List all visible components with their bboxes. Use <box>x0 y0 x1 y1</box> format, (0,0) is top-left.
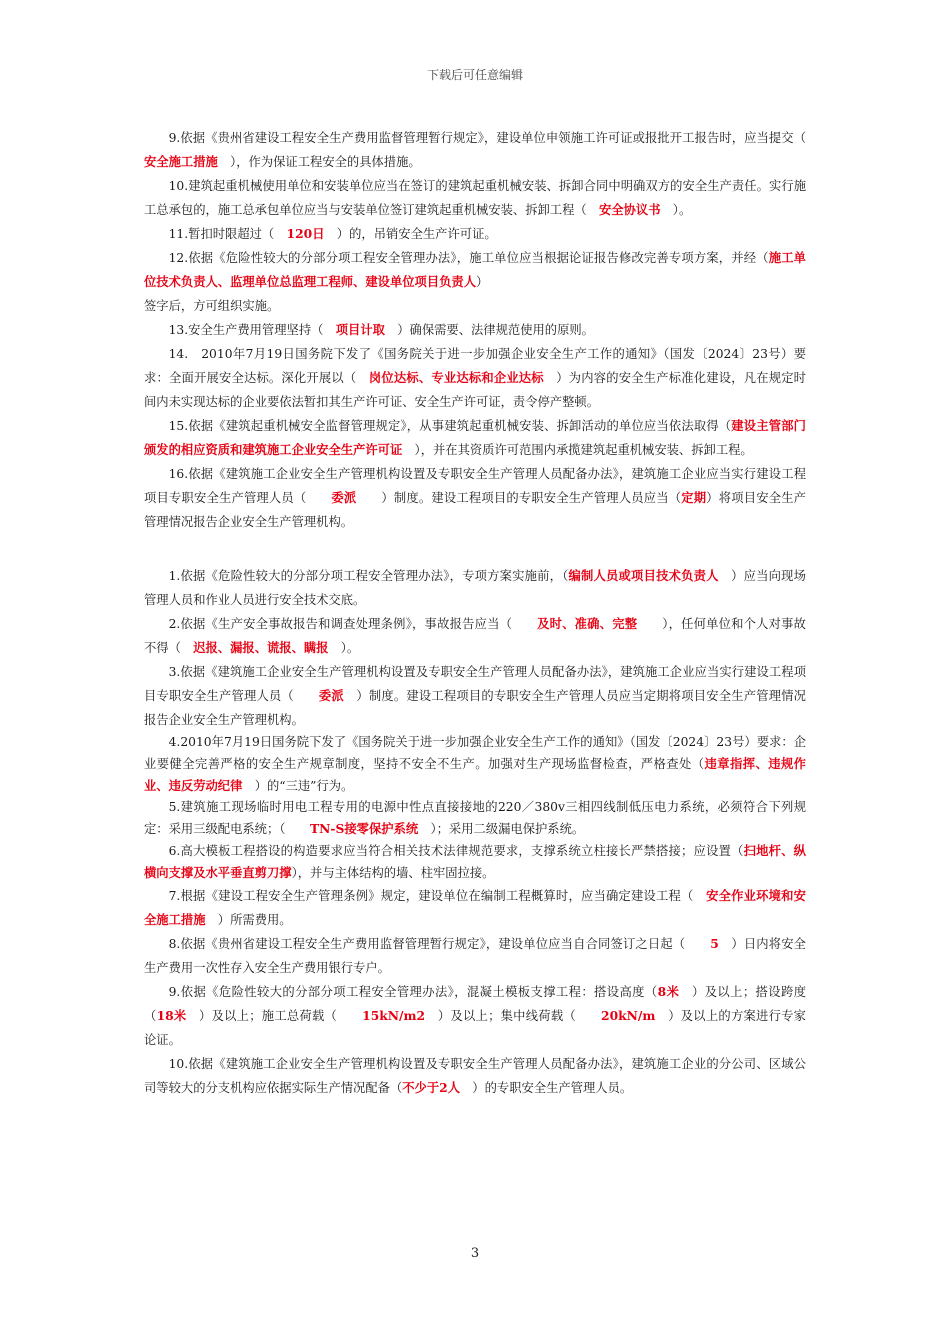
question-text: ） <box>476 275 489 289</box>
answer-text: 不少于2人 <box>402 1080 460 1095</box>
answer-text: 违章指挥、违规作业、违反劳动纪律 <box>144 756 806 793</box>
question-paragraph <box>144 932 806 980</box>
question-text: ）的，吊销安全生产许可证。 <box>324 227 497 241</box>
question-paragraph <box>144 732 806 797</box>
question-paragraph <box>144 797 806 840</box>
question-paragraph <box>144 246 806 294</box>
answer-text: 扫地杆、纵横向支撑及水平垂直剪刀撑 <box>144 843 806 880</box>
question-text: ）制度。建设工程项目的专职安全生产管理人员应当（ <box>356 491 682 505</box>
question-text: 9.依据《危险性较大的分部分项工程安全管理办法》，混凝土模板支撑工程：搭设高度（ <box>168 985 658 999</box>
answer-text: 安全施工措施 <box>144 154 218 169</box>
question-paragraph <box>144 1052 806 1100</box>
question-text: 13.安全生产费用管理坚持（ <box>168 323 336 337</box>
question-text: ），任何单位和个人对事故不得（ <box>144 617 806 655</box>
question-text: ）及以上的方案进行专家论证。 <box>144 1009 806 1047</box>
page-number: 3 <box>470 1246 480 1261</box>
answer-text: 及时、准确、完整 <box>537 616 638 631</box>
question-paragraph <box>144 318 806 342</box>
question-paragraph <box>144 414 806 462</box>
question-text: ）的专职安全生产管理人员。 <box>460 1081 633 1095</box>
answer-text: 定期 <box>681 490 707 505</box>
question-text: ）。 <box>328 641 360 655</box>
answer-text: 建设主管部门颁发的相应资质和建筑施工企业安全生产许可证 <box>144 418 806 457</box>
answer-text: 编制人员或项目技术负责人 <box>568 568 719 583</box>
question-text: ）及以上；搭设跨度（ <box>144 985 806 1023</box>
answer-text: TN-S接零保护系统 <box>310 821 419 836</box>
question-text: ）应当向现场管理人员和作业人员进行安全技术交底。 <box>144 569 806 607</box>
question-text: 10.依据《建筑施工企业安全生产管理机构设置及专职安全生产管理人员配备办法》，建筑施工企业的分公司、区域公司等较大的分支机构应依据实际生产情况配备（ <box>144 1057 806 1095</box>
question-text: ）为内容的安全生产标准化建设，凡在规定时间内未实现达标的企业要依法暂扣其生产许可证、安全生产许可证，责令停产整顿。 <box>144 371 806 409</box>
answer-text: 8米 <box>657 984 680 999</box>
question-text: ），作为保证工程安全的具体措施。 <box>217 155 421 169</box>
document-body <box>144 126 819 1100</box>
question-text: 签字后，方可组织实施。 <box>144 299 280 313</box>
answer-text: 18米 <box>156 1008 187 1023</box>
question-text: 1.依据《危险性较大的分部分项工程安全管理办法》，专项方案实施前，（ <box>168 569 569 583</box>
question-text: 12.依据《危险性较大的分部分项工程安全管理办法》，施工单位应当根据论证报告修改完善专项方案，并经（ <box>168 251 769 265</box>
question-text: 11.暂扣时限超过（ <box>168 227 287 241</box>
question-text: 15.依据《建筑起重机械安全监督管理规定》，从事建筑起重机械安装、拆卸活动的单位应当依法取得（ <box>168 419 732 433</box>
question-paragraph <box>144 174 806 222</box>
question-section-1 <box>144 126 819 534</box>
question-text: ）制度。建设工程项目的专职安全生产管理人员应当定期将项目安全生产管理情况报告企业安全生产管理机构。 <box>144 689 806 727</box>
page-header: 下载后可任意编辑 <box>426 68 523 82</box>
answer-text: 安全协议书 <box>599 202 661 217</box>
answer-text: 委派 <box>318 688 344 703</box>
answer-text: 项目计取 <box>335 322 385 337</box>
question-text: 7.根据《建设工程安全生产管理条例》规定，建设单位在编制工程概算时，应当确定建设工程（ <box>168 889 707 903</box>
question-paragraph <box>144 462 806 534</box>
question-text: ）及以上；施工总荷载（ <box>186 1009 363 1023</box>
question-paragraph <box>144 126 819 174</box>
answer-text: 委派 <box>331 490 357 505</box>
answer-text: 5 <box>710 936 719 951</box>
question-section-2 <box>144 564 806 1100</box>
answer-text: 岗位达标、专业达标和企业达标 <box>368 370 544 385</box>
question-text: 10.建筑起重机械使用单位和安装单位应当在签订的建筑起重机械安装、拆卸合同中明确双方的安全生产责任。实行施工总承包的，施工总承包单位应当与安装单位签订建筑起重机械安装、拆卸工程（ <box>144 179 806 217</box>
question-paragraph <box>144 884 806 932</box>
question-text: 4.2010年7月19日国务院下发了《国务院关于进一步加强企业安全生产工作的通知》（国发〔2024〕23号）要求：企业要健全完善严格的安全生产规章制度，坚持不安全不生产。加强对生产现场监督检查，严格查处（ <box>144 735 806 771</box>
answer-text: 施工单位技术负责人、监理单位总监理工程师、建设单位项目负责人 <box>144 250 806 289</box>
question-text: ），并与主体结构的墙、柱牢固拉接。 <box>291 866 495 880</box>
question-text: 6.高大模板工程搭设的构造要求应当符合相关技术法律规范要求，支撑系统立柱接长严禁搭接；应设置（ <box>168 844 744 858</box>
question-paragraph <box>144 294 806 318</box>
question-text: 14. 2010年7月19日国务院下发了《国务院关于进一步加强企业安全生产工作的通知》（国发〔2024〕23号）要求：全面开展安全达标。深化开展以（ <box>144 347 806 385</box>
answer-text: 120日 <box>286 226 325 241</box>
question-text: ）日内将安全生产费用一次性存入安全生产费用银行专户。 <box>144 937 806 975</box>
question-text: ）所需费用。 <box>205 913 292 927</box>
question-text: ）；采用二级漏电保护系统。 <box>418 822 585 836</box>
question-paragraph <box>144 564 806 612</box>
question-text: 3.依据《建筑施工企业安全生产管理机构设置及专职安全生产管理人员配备办法》，建筑施工企业应当实行建设工程项目专职安全生产管理人员（ <box>144 665 806 703</box>
question-text: ）。 <box>660 203 692 217</box>
answer-text: 20kN/m <box>601 1008 656 1023</box>
question-text: 16.依据《建筑施工企业安全生产管理机构设置及专职安全生产管理人员配备办法》，建筑施工企业应当实行建设工程项目专职安全生产管理人员（ <box>144 467 806 505</box>
question-paragraph <box>144 660 806 732</box>
question-text: ）的“三违”行为。 <box>242 779 354 793</box>
question-paragraph <box>144 840 806 884</box>
section-gap <box>144 534 806 564</box>
question-paragraph <box>144 222 806 246</box>
question-text: 9.依据《贵州省建设工程安全生产费用监督管理暂行规定》，建设单位申领施工许可证或报批开工报告时，应当提交（ <box>168 131 819 145</box>
question-text: 2.依据《生产安全事故报告和调查处理条例》，事故报告应当（ <box>168 617 538 631</box>
answer-text: 迟报、漏报、谎报、瞒报 <box>193 640 329 655</box>
answer-text: 安全作业环境和安全施工措施 <box>144 888 806 927</box>
question-text: 8.依据《贵州省建设工程安全生产费用监督管理暂行规定》，建设单位应当自合同签订之日起（ <box>168 937 711 951</box>
question-text: 5.建筑施工现场临时用电工程专用的电源中性点直接接地的220／380v三相四线制低压电力系统，必须符合下列规定：采用三级配电系统；（ <box>144 800 806 836</box>
question-paragraph <box>144 342 806 414</box>
answer-text: 15kN/m2 <box>362 1008 426 1023</box>
question-text: ）确保需要、法律规范使用的原则。 <box>384 323 594 337</box>
question-paragraph <box>144 612 806 660</box>
question-paragraph <box>144 980 806 1052</box>
question-text: ）将项目安全生产管理情况报告企业安全生产管理机构。 <box>144 491 806 529</box>
question-text: ），并在其资质许可范围内承揽建筑起重机械安装、拆卸工程。 <box>402 443 753 457</box>
question-text: ）及以上；集中线荷载（ <box>425 1009 602 1023</box>
